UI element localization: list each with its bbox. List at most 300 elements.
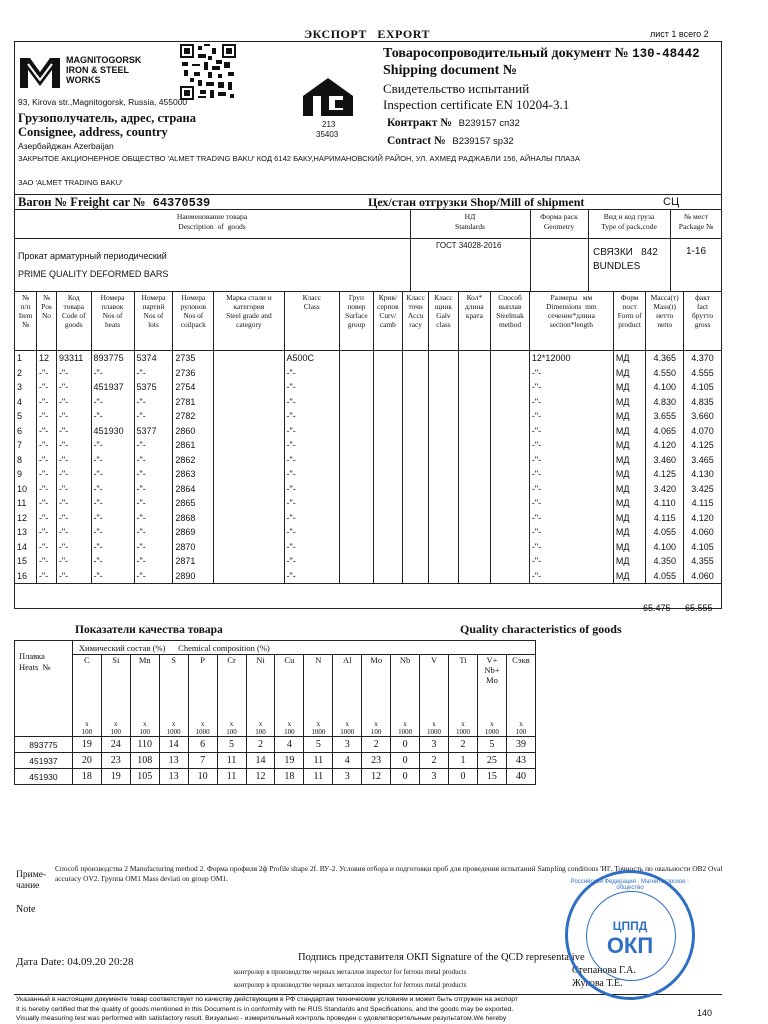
table-cell: 4.120 — [646, 438, 684, 453]
table-cell: 3.425 — [684, 482, 722, 497]
table-cell: -"- — [56, 438, 91, 453]
table-row — [15, 525, 722, 540]
table-cell: -"- — [134, 511, 173, 526]
table-row — [15, 467, 722, 482]
table-cell — [340, 380, 374, 395]
chem-value: 108 — [130, 753, 159, 769]
table-cell — [340, 438, 374, 453]
table-cell — [429, 395, 458, 410]
table-cell: -"- — [56, 409, 91, 424]
table-row — [15, 554, 722, 569]
okp-stamp — [565, 870, 695, 1000]
table-cell — [214, 467, 284, 482]
goods-desc-ru: Прокат арматурный периодический — [18, 251, 167, 261]
table-row — [15, 438, 722, 453]
chem-value: 10 — [188, 769, 217, 785]
table-cell: -"- — [56, 511, 91, 526]
table-cell: -"- — [91, 409, 134, 424]
table-cell: -"- — [284, 525, 340, 540]
items-col-header: Класс щинк Galv class — [429, 292, 458, 351]
table-cell: 2890 — [173, 569, 214, 584]
table-cell: -"- — [37, 409, 57, 424]
element-multiplier: x 100 — [101, 715, 130, 737]
table-cell: -"- — [284, 424, 340, 439]
table-cell: -"- — [529, 569, 613, 584]
shipping-doc-number: 130-48442 — [632, 47, 700, 61]
goods-packages: 1-16 — [686, 246, 707, 257]
chem-value: 19 — [72, 737, 101, 753]
mmk-logo-icon — [18, 54, 62, 90]
table-cell: -"- — [91, 554, 134, 569]
table-cell: -"- — [529, 467, 613, 482]
table-cell: 451930 — [91, 424, 134, 439]
table-cell — [340, 395, 374, 410]
table-cell — [403, 554, 429, 569]
table-cell: 4.555 — [684, 366, 722, 381]
table-cell: -"- — [91, 438, 134, 453]
table-row — [15, 511, 722, 526]
table-cell: -"- — [284, 482, 340, 497]
table-row — [15, 351, 722, 366]
element-multiplier: x 1000 — [188, 715, 217, 737]
table-cell: 3.465 — [684, 453, 722, 468]
table-cell: 9 — [15, 467, 37, 482]
table-row — [15, 482, 722, 497]
chem-value: 110 — [130, 737, 159, 753]
table-cell — [340, 525, 374, 540]
chem-value: 19 — [275, 753, 304, 769]
table-cell: -"- — [529, 409, 613, 424]
element-header: P — [188, 655, 217, 715]
goods-geom-header: Форма раск Geometry — [540, 212, 578, 231]
chem-value: 23 — [362, 753, 391, 769]
element-multiplier: x 1000 — [449, 715, 478, 737]
element-multiplier: x 1000 — [420, 715, 449, 737]
table-cell: -"- — [56, 467, 91, 482]
items-col-header: Код товара Code of goods — [56, 292, 91, 351]
table-cell: 4.105 — [684, 380, 722, 395]
element-multiplier: x 1000 — [477, 715, 506, 737]
table-cell: -"- — [284, 511, 340, 526]
table-cell — [429, 496, 458, 511]
table-cell — [458, 409, 491, 424]
page-number: 140 — [697, 1008, 713, 1018]
table-cell — [403, 424, 429, 439]
table-cell — [429, 467, 458, 482]
consignee-short: ЗАО 'ALMET TRADING BAKU' — [18, 178, 123, 187]
table-cell: -"- — [529, 511, 613, 526]
chem-value: 39 — [506, 737, 535, 753]
table-cell: -"- — [37, 511, 57, 526]
export-ru: ЭКСПОРТ — [304, 27, 367, 41]
table-cell — [458, 554, 491, 569]
table-cell — [214, 409, 284, 424]
table-cell — [458, 525, 491, 540]
table-cell: -"- — [37, 496, 57, 511]
table-cell: 4.060 — [684, 525, 722, 540]
table-cell: -"- — [529, 540, 613, 555]
items-col-header: Номера рулонов Nos of coilpack — [173, 292, 214, 351]
table-cell — [403, 453, 429, 468]
table-cell: -"- — [56, 482, 91, 497]
consignee-full: ЗАКРЫТОЕ АКЦИОНЕРНОЕ ОБЩЕСТВО 'ALMET TRADING BAKU' КОД 6142 БАКУ,НАРИМАНОВСКИЙ РАЙОН, УЛ. АХМЕД РАДЖАБЛИ 156, АЙНАЛЫ ПЛАЗА — [18, 154, 580, 163]
table-cell — [491, 366, 530, 381]
table-cell: -"- — [56, 554, 91, 569]
table-cell: -"- — [91, 366, 134, 381]
table-cell — [458, 395, 491, 410]
table-cell: -"- — [284, 453, 340, 468]
table-cell — [491, 351, 530, 366]
goods-desc-en: PRIME QUALITY DEFORMED BARS — [18, 269, 169, 279]
element-multiplier: x 1000 — [333, 715, 362, 737]
chem-value: 2 — [246, 737, 275, 753]
table-cell: МД — [613, 351, 646, 366]
chem-value: 11 — [304, 769, 333, 785]
shop-value: СЦ — [663, 196, 680, 208]
table-cell: МД — [613, 424, 646, 439]
table-cell: МД — [613, 569, 646, 584]
table-cell: -"- — [91, 453, 134, 468]
table-cell: 4.370 — [684, 351, 722, 366]
table-cell: 2868 — [173, 511, 214, 526]
table-cell: МД — [613, 496, 646, 511]
table-cell — [403, 540, 429, 555]
shipping-doc-title-ru: Товаросопроводительный документ № 130-48442 — [383, 46, 700, 61]
table-cell: -"- — [529, 395, 613, 410]
table-cell — [340, 453, 374, 468]
chem-value: 0 — [391, 769, 420, 785]
element-multiplier: x 100 — [72, 715, 101, 737]
items-col-header: Размеры мм Dimensions mm сечение*длина section*length — [529, 292, 613, 351]
table-cell: -"- — [91, 467, 134, 482]
table-cell: -"- — [134, 496, 173, 511]
table-cell — [340, 569, 374, 584]
table-cell: 4.350 — [646, 554, 684, 569]
notes-text: Способ производства 2 Manufacturing method 2. Форма профиля 2ф Profile shape 2f. ВУ-2. Условия отбора и подготовки проб для проведения испытаний Sampling conditions 'ИI'. Точность по овальности OB2 Oval accuracy OV2. Группа ОМ1 Mass deviati on group OM1. — [55, 864, 723, 883]
element-header: Mo — [362, 655, 391, 715]
table-cell — [491, 424, 530, 439]
table-cell: -"- — [134, 366, 173, 381]
table-cell: 4.055 — [646, 569, 684, 584]
table-cell: -"- — [91, 482, 134, 497]
table-cell: 5 — [15, 409, 37, 424]
chem-value: 2 — [362, 737, 391, 753]
table-row — [15, 453, 722, 468]
table-cell — [491, 569, 530, 584]
table-cell: МД — [613, 438, 646, 453]
stamp-ring: Российская Федерация · Магнитогорское · общество — [570, 879, 690, 891]
table-cell — [491, 496, 530, 511]
table-cell — [458, 453, 491, 468]
stamp-okp: ОКП — [606, 933, 654, 958]
chem-value: 11 — [217, 753, 246, 769]
table-cell: -"- — [56, 569, 91, 584]
table-cell — [403, 482, 429, 497]
table-cell: -"- — [134, 482, 173, 497]
table-cell — [214, 453, 284, 468]
items-col-header: Способ выплав Steelmak method — [491, 292, 530, 351]
chem-value: 20 — [72, 753, 101, 769]
items-col-header: Номера плавок Nos of heats — [91, 292, 134, 351]
table-cell: -"- — [37, 366, 57, 381]
chem-value: 11 — [304, 753, 333, 769]
table-cell: -"- — [134, 525, 173, 540]
table-cell: -"- — [56, 453, 91, 468]
table-cell: -"- — [37, 554, 57, 569]
table-cell: -"- — [37, 453, 57, 468]
chem-value: 3 — [420, 737, 449, 753]
consignee-en: Consignee, address, country — [18, 125, 168, 139]
element-multiplier: x 100 — [130, 715, 159, 737]
table-cell: -"- — [134, 554, 173, 569]
table-cell: 5375 — [134, 380, 173, 395]
table-cell — [458, 511, 491, 526]
table-cell: 8 — [15, 453, 37, 468]
table-row — [15, 569, 722, 584]
table-cell: 4.105 — [684, 540, 722, 555]
certify-ru: Указанный в настоящем документе товар соответствует по качеству действующим в РФ стандартам техническим условиям и может быть отгружен на экспорт — [16, 996, 519, 1003]
table-cell: 2 — [15, 366, 37, 381]
table-cell: 16 — [15, 569, 37, 584]
heat-number: 893775 — [15, 737, 73, 753]
controller-line-2: контролер в производстве черных металлов inspector for ferrous metal products — [234, 981, 467, 989]
table-cell: 893775 — [91, 351, 134, 366]
chem-value: 0 — [449, 769, 478, 785]
table-cell: -"- — [91, 540, 134, 555]
table-cell — [458, 569, 491, 584]
table-cell: 4.100 — [646, 380, 684, 395]
table-cell — [403, 525, 429, 540]
chem-value: 5 — [304, 737, 333, 753]
goods-standard: ГОСТ 34028-2016 — [436, 241, 502, 250]
table-cell — [491, 395, 530, 410]
chem-value: 14 — [246, 753, 275, 769]
table-cell — [458, 438, 491, 453]
table-cell — [373, 424, 402, 439]
table-cell: -"- — [134, 438, 173, 453]
shop-of-shipment: Цех/стан отгрузки Shop/Mill of shipment — [368, 195, 585, 209]
table-cell: МД — [613, 380, 646, 395]
table-cell — [429, 424, 458, 439]
mark-code-1: 213 — [322, 120, 336, 129]
table-cell — [214, 511, 284, 526]
table-cell: -"- — [37, 525, 57, 540]
table-cell — [458, 482, 491, 497]
table-cell: A500C — [284, 351, 340, 366]
table-cell: 4 — [15, 395, 37, 410]
table-cell: -"- — [529, 482, 613, 497]
goods-desc-header: Наименование товара Description of goods — [176, 212, 248, 231]
qcd-signature-label: Подпись представителя ОКП Signature of the QCD representative — [298, 952, 585, 963]
element-multiplier: x 100 — [275, 715, 304, 737]
table-cell: 4.110 — [646, 496, 684, 511]
table-cell: -"- — [37, 424, 57, 439]
table-cell: -"- — [529, 438, 613, 453]
table-cell: 1 — [15, 351, 37, 366]
table-cell: МД — [613, 525, 646, 540]
table-cell — [491, 482, 530, 497]
table-cell: 4.125 — [684, 438, 722, 453]
table-cell: 4.830 — [646, 395, 684, 410]
element-multiplier: x 100 — [246, 715, 275, 737]
table-cell: 2864 — [173, 482, 214, 497]
table-cell — [429, 554, 458, 569]
items-col-header: Класс Class — [284, 292, 340, 351]
table-cell: -"- — [284, 554, 340, 569]
table-cell: -"- — [37, 482, 57, 497]
table-cell: -"- — [529, 366, 613, 381]
table-row — [15, 424, 722, 439]
chem-value: 12 — [246, 769, 275, 785]
table-cell: 12 — [15, 511, 37, 526]
table-cell — [214, 366, 284, 381]
table-cell: 3.420 — [646, 482, 684, 497]
element-header: N — [304, 655, 333, 715]
table-cell: -"- — [37, 395, 57, 410]
table-cell: -"- — [37, 380, 57, 395]
table-row — [15, 380, 722, 395]
table-cell: -"- — [56, 540, 91, 555]
table-cell: -"- — [134, 453, 173, 468]
table-cell — [429, 540, 458, 555]
table-cell: -"- — [91, 525, 134, 540]
chem-value: 40 — [506, 769, 535, 785]
table-cell — [458, 467, 491, 482]
element-header: Al — [333, 655, 362, 715]
table-cell — [429, 453, 458, 468]
element-header: Сэкв — [506, 655, 535, 715]
table-cell: 2754 — [173, 380, 214, 395]
table-cell: 2860 — [173, 424, 214, 439]
table-cell: МД — [613, 453, 646, 468]
table-cell: 4.365 — [646, 351, 684, 366]
freight-car-number: 64370539 — [152, 196, 211, 210]
table-cell: -"- — [284, 467, 340, 482]
table-cell — [340, 540, 374, 555]
table-cell — [214, 424, 284, 439]
table-cell: -"- — [134, 540, 173, 555]
table-cell: 4.355 — [684, 554, 722, 569]
table-cell: 2735 — [173, 351, 214, 366]
chem-value: 19 — [101, 769, 130, 785]
visual-test: Visually measuring test was performed with satisfactory result. Визуально - измерительный контроль проведен с удовлетворительным результатом.We hereby — [16, 1015, 507, 1022]
qr-code-icon — [180, 44, 236, 100]
table-cell: 4.070 — [684, 424, 722, 439]
items-col-header: Марка стали и категория Steel grade and category — [214, 292, 284, 351]
shipping-doc-title-en: Shipping document № — [383, 63, 517, 78]
table-cell: 4.120 — [684, 511, 722, 526]
chem-value: 0 — [391, 737, 420, 753]
table-cell: -"- — [284, 409, 340, 424]
export-en: EXPORT — [377, 27, 430, 41]
table-cell: -"- — [529, 424, 613, 439]
chem-value: 13 — [159, 769, 188, 785]
table-cell — [373, 554, 402, 569]
table-cell — [373, 511, 402, 526]
chem-value: 7 — [188, 753, 217, 769]
element-multiplier: x 100 — [506, 715, 535, 737]
table-cell — [214, 496, 284, 511]
table-cell: МД — [613, 540, 646, 555]
cert-en: Inspection certificate EN 10204-3.1 — [383, 97, 570, 112]
table-cell: 4.100 — [646, 540, 684, 555]
chem-value: 43 — [506, 753, 535, 769]
table-cell: -"- — [284, 540, 340, 555]
table-row — [15, 540, 722, 555]
table-cell — [403, 467, 429, 482]
table-cell — [340, 467, 374, 482]
table-cell — [340, 511, 374, 526]
element-header: V — [420, 655, 449, 715]
table-cell: -"- — [529, 496, 613, 511]
items-header-row — [15, 292, 722, 351]
chem-value: 24 — [101, 737, 130, 753]
table-cell — [403, 569, 429, 584]
table-cell — [458, 380, 491, 395]
table-cell: 2781 — [173, 395, 214, 410]
table-cell — [429, 482, 458, 497]
table-cell — [491, 511, 530, 526]
table-cell: 13 — [15, 525, 37, 540]
table-row — [15, 366, 722, 381]
table-cell — [491, 467, 530, 482]
goods-pack-header: Вид и код груза Type of pack,code — [601, 212, 657, 231]
contract-en: Contract № B239157 sp32 — [387, 135, 514, 147]
chem-value: 4 — [275, 737, 304, 753]
table-cell: 3.460 — [646, 453, 684, 468]
table-cell: 12*12000 — [529, 351, 613, 366]
heat-row — [15, 753, 536, 769]
table-cell — [373, 496, 402, 511]
table-cell — [458, 540, 491, 555]
stamp-top: ЦППД — [612, 919, 648, 933]
element-header: Ni — [246, 655, 275, 715]
element-header: Ti — [449, 655, 478, 715]
chem-value: 0 — [391, 753, 420, 769]
table-cell: -"- — [134, 395, 173, 410]
table-cell — [429, 380, 458, 395]
table-cell: МД — [613, 511, 646, 526]
items-col-header: Форм пост Form of product — [613, 292, 646, 351]
table-cell: -"- — [91, 569, 134, 584]
table-cell: -"- — [529, 453, 613, 468]
items-table — [14, 291, 722, 584]
table-cell — [340, 409, 374, 424]
chem-value: 5 — [477, 737, 506, 753]
table-cell: 11 — [15, 496, 37, 511]
table-cell — [373, 467, 402, 482]
certify-en: It is hereby certified that the quality of goods mentioned in this Document is in conformity with he RUS Standards and Specifications, and the goods may be exported. — [16, 1006, 514, 1013]
table-cell — [491, 453, 530, 468]
chem-value: 6 — [188, 737, 217, 753]
table-cell: -"- — [284, 438, 340, 453]
goods-std-header: НД Standards — [455, 212, 485, 231]
heat-row — [15, 769, 536, 785]
table-cell — [429, 525, 458, 540]
table-cell: 4.835 — [684, 395, 722, 410]
company-address: 93, Kirova str.,Magnitogorsk, Russia, 455000 — [18, 97, 188, 107]
table-cell: 14 — [15, 540, 37, 555]
chem-value: 2 — [449, 737, 478, 753]
table-cell: 2871 — [173, 554, 214, 569]
table-cell: 451937 — [91, 380, 134, 395]
heat-number: 451937 — [15, 753, 73, 769]
table-cell — [429, 569, 458, 584]
table-cell: МД — [613, 409, 646, 424]
table-cell: -"- — [134, 467, 173, 482]
table-cell — [429, 511, 458, 526]
inspector-name-2: Жукова Т.Е. — [572, 978, 623, 989]
